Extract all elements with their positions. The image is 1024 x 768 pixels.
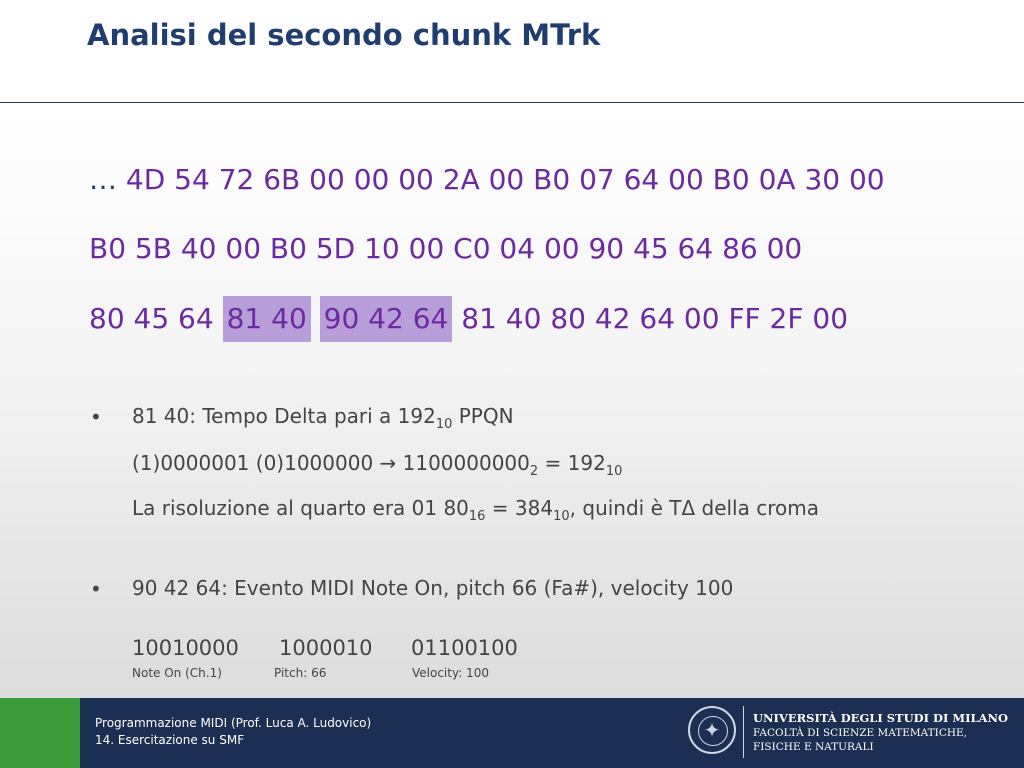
binary-conversion-mid: = 192	[538, 451, 606, 475]
label-velocity: Velocity: 100	[412, 666, 489, 680]
resolution-post: , quindi è TΔ della croma	[569, 496, 819, 520]
hex-bytes-3-after: 81 40 80 42 64 00 FF 2F 00	[461, 302, 849, 335]
hex-bytes-2: B0 5B 40 00 B0 5D 10 00 C0 04 00 90 45 64 86 00	[89, 232, 803, 265]
subscript: 2	[529, 464, 539, 479]
bits-pitch: 1000010	[279, 636, 373, 660]
hex-line-1	[89, 163, 885, 196]
hex-line-3	[89, 302, 848, 336]
footer-divider	[743, 706, 744, 758]
label-pitch: Pitch: 66	[274, 666, 327, 680]
faculty-line-2: FISICHE E NATURALI	[753, 741, 874, 753]
hex-bytes-3-before: 80 45 64	[89, 302, 214, 335]
subscript: 10	[435, 417, 453, 432]
subscript: 10	[553, 509, 570, 524]
ellipsis: …	[89, 163, 117, 196]
bullet-1-text: 81 40: Tempo Delta pari a 192	[132, 404, 436, 428]
hex-bytes-1: 4D 54 72 6B 00 00 00 2A 00 B0 07 64 00 B0 0A 30 00	[125, 163, 885, 196]
course-title: Programmazione MIDI (Prof. Luca A. Ludovico)	[95, 716, 372, 730]
resolution-text: La risoluzione al quarto era 01 80	[132, 496, 469, 520]
bits-status: 10010000	[132, 636, 239, 660]
resolution-mid: = 384	[485, 496, 554, 520]
hex-line-2	[89, 232, 802, 265]
bits-velocity: 01100100	[411, 636, 518, 660]
footer-course	[95, 715, 371, 749]
bullet-1-line-1	[132, 404, 514, 432]
seal-emblem-icon: ✦	[703, 718, 721, 742]
footer-accent	[0, 698, 80, 768]
lesson-title: 14. Esercitazione su SMF	[95, 733, 245, 747]
subscript: 10	[605, 464, 623, 479]
label-status: Note On (Ch.1)	[132, 666, 222, 680]
title-area	[0, 0, 1024, 103]
bullet-marker-2: •	[90, 577, 102, 601]
faculty-line-1: FACOLTÀ DI SCIENZE MATEMATICHE,	[753, 727, 968, 739]
bullet-1-text-post: PPQN	[452, 404, 514, 428]
subscript: 16	[468, 509, 486, 524]
footer	[0, 698, 1024, 768]
bullet-1-line-2	[132, 451, 622, 479]
binary-conversion-text: (1)0000001 (0)1000000 → 1100000000	[132, 451, 530, 475]
bullet-2-line-1: 90 42 64: Evento MIDI Note On, pitch 66 (Fa#), velocity 100	[132, 576, 734, 600]
bullet-marker-1: •	[90, 405, 102, 429]
university-name: UNIVERSITÀ DEGLI STUDI DI MILANO	[753, 711, 1008, 725]
university-seal-icon	[688, 706, 736, 754]
slide-title: Analisi del secondo chunk MTrk	[87, 18, 601, 52]
bullet-1-line-3	[132, 496, 819, 524]
university-logo-text	[753, 710, 1008, 754]
highlight-delta-time: 81 40	[223, 296, 311, 342]
highlight-note-on: 90 42 64	[320, 296, 453, 342]
